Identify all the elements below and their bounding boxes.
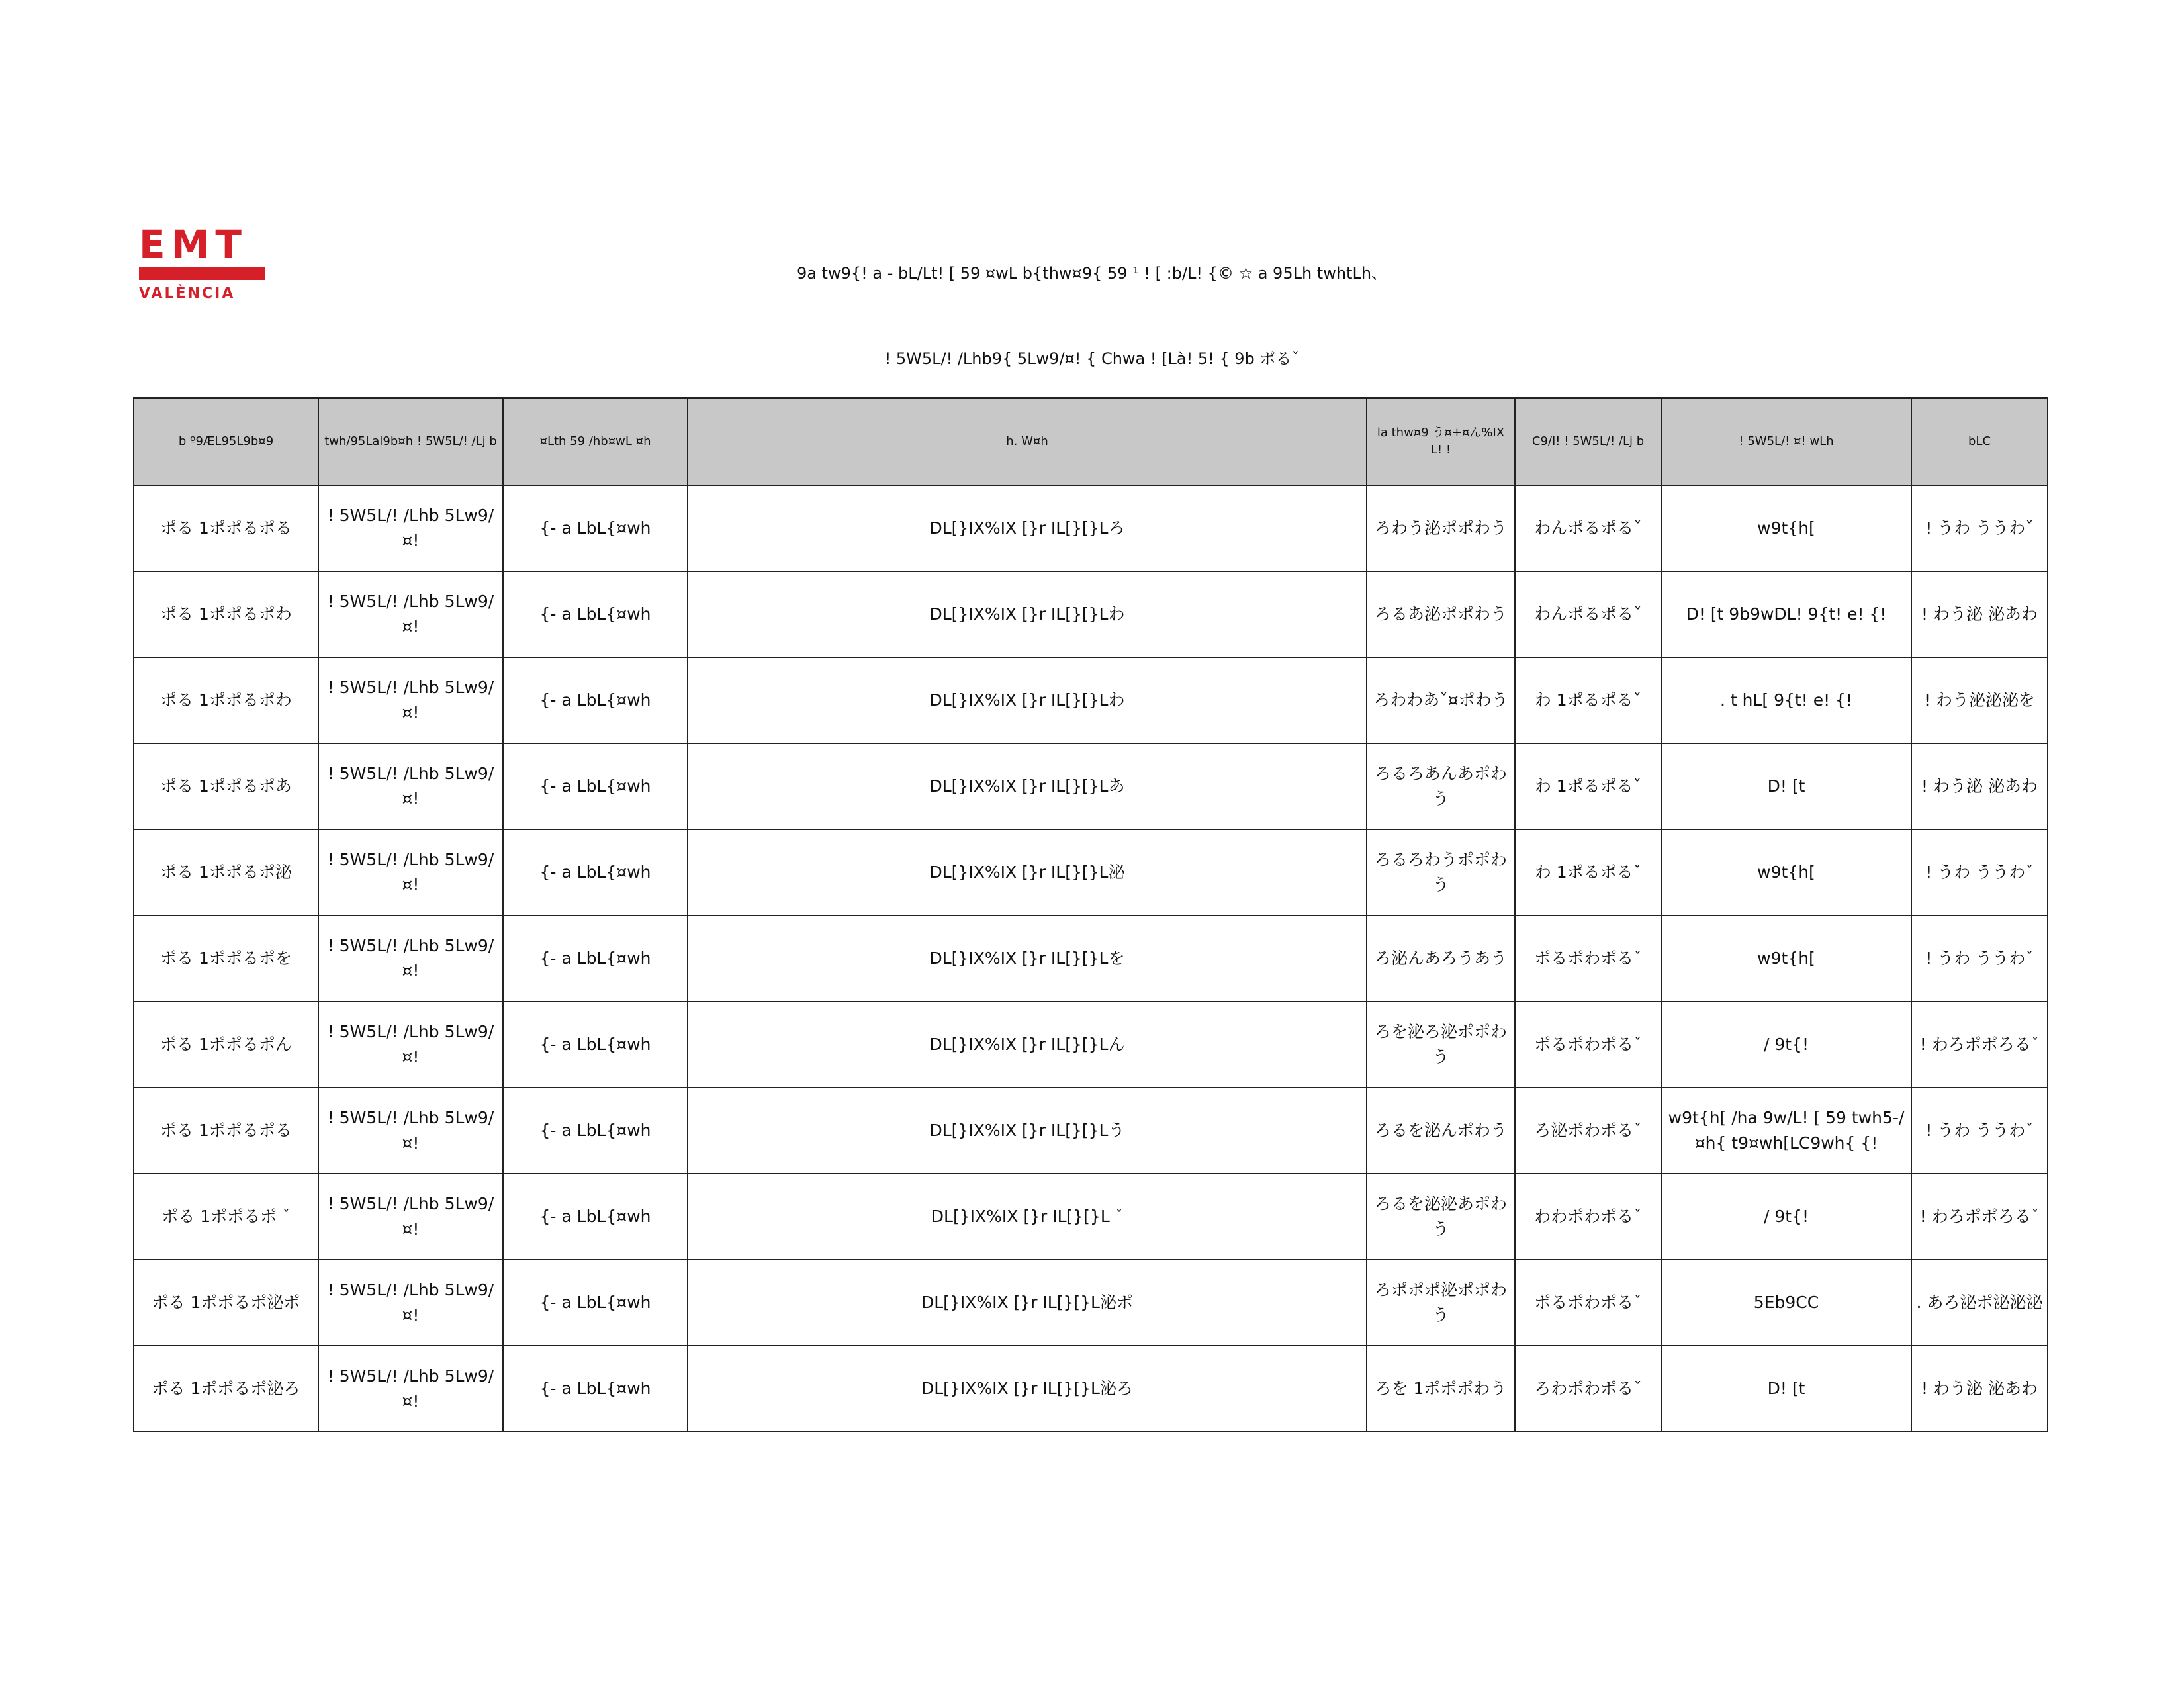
table-cell: ! 5W5L/! /Lhb 5Lw9/¤! <box>318 1346 503 1432</box>
table-cell: {- a LbL{¤wh <box>503 571 688 657</box>
table-cell: ポる 1ポポるポを <box>134 915 318 1002</box>
adjudication-table <box>133 397 2048 1432</box>
table-cell: ろわわあˇ¤ポわう <box>1367 657 1515 743</box>
table-cell: . あろ泌ポ泌泌泌 <box>1911 1260 2048 1346</box>
table-cell: {- a LbL{¤wh <box>503 485 688 571</box>
table-cell: ポる 1ポポるポん <box>134 1002 318 1088</box>
table-cell: ! 5W5L/! /Lhb 5Lw9/¤! <box>318 571 503 657</box>
table-cell: w9t{h[ <box>1661 915 1911 1002</box>
table-cell: ! 5W5L/! /Lhb 5Lw9/¤! <box>318 657 503 743</box>
logo-city: VALÈNCIA <box>139 285 236 302</box>
header-cell: ¤Lth 59 /hb¤wL ¤h <box>503 398 688 485</box>
table-cell: わんポるポるˇ <box>1515 571 1661 657</box>
header-cell: b º9ÆL95L9b¤9 <box>134 398 318 485</box>
table-row <box>134 571 2048 657</box>
table-cell: ポる 1ポポるポわ <box>134 571 318 657</box>
table-cell: ポる 1ポポるポわ <box>134 657 318 743</box>
header-cell: ! 5W5L/! ¤! wLh <box>1661 398 1911 485</box>
table-cell: ろポポポ泌ポポわう <box>1367 1260 1515 1346</box>
table-cell: ! 5W5L/! /Lhb 5Lw9/¤! <box>318 1174 503 1260</box>
table-cell: w9t{h[ <box>1661 829 1911 915</box>
table-row <box>134 1346 2048 1432</box>
header-cell: twh/95Lal9b¤h ! 5W5L/! /Lj b <box>318 398 503 485</box>
table-cell: ろ泌ポわポるˇ <box>1515 1088 1661 1174</box>
table-cell: わんポるポるˇ <box>1515 485 1661 571</box>
table-cell: D! [t 9b9wDL! 9{t! e! {! <box>1661 571 1911 657</box>
table-cell: わ 1ポるポるˇ <box>1515 743 1661 829</box>
table-cell: ポるポわポるˇ <box>1515 1002 1661 1088</box>
table-row <box>134 829 2048 915</box>
table-row <box>134 1174 2048 1260</box>
table-cell: ポる 1ポポるポ泌 <box>134 829 318 915</box>
table-cell: ろを 1ポポポわう <box>1367 1346 1515 1432</box>
table-cell: ! わろポポろるˇ <box>1911 1002 2048 1088</box>
document-title: 9a tw9{! a - bL/Lt! [ 59 ¤wL b{thw¤9{ 59 ¹ ! [ :b/L! {© ☆ a 95Lh twhtLh、 <box>796 264 1388 283</box>
table-cell: {- a LbL{¤wh <box>503 657 688 743</box>
table-row <box>134 485 2048 571</box>
table-row <box>134 915 2048 1002</box>
table-cell: ろわう泌ポポわう <box>1367 485 1515 571</box>
header-cell: C9/I! ! 5W5L/! /Lj b <box>1515 398 1661 485</box>
table-cell: ポる 1ポポるポあ <box>134 743 318 829</box>
table-cell: ! わう泌 泌あわ <box>1911 743 2048 829</box>
table-cell: ! うわ ううわˇ <box>1911 1088 2048 1174</box>
table-cell: DL[}IX%IX [}r IL[}[}L泌 <box>688 829 1367 915</box>
table-row <box>134 1088 2048 1174</box>
table-cell: ! わろポポろるˇ <box>1911 1174 2048 1260</box>
table-cell: w9t{h[ /ha 9w/L! [ 59 twh5-/¤h{ t9¤wh[LC9wh{ {! <box>1661 1088 1911 1174</box>
table-cell: DL[}IX%IX [}r IL[}[}L ˇ <box>688 1174 1367 1260</box>
table-cell: DL[}IX%IX [}r IL[}[}L泌ポ <box>688 1260 1367 1346</box>
table-cell: DL[}IX%IX [}r IL[}[}Lあ <box>688 743 1367 829</box>
table-cell: わわポわポるˇ <box>1515 1174 1661 1260</box>
table-cell: DL[}IX%IX [}r IL[}[}L泌ろ <box>688 1346 1367 1432</box>
table-cell: ろを泌ろ泌ポポわう <box>1367 1002 1515 1088</box>
table-cell: {- a LbL{¤wh <box>503 1088 688 1174</box>
table-cell: ポるポわポるˇ <box>1515 1260 1661 1346</box>
table-cell: {- a LbL{¤wh <box>503 829 688 915</box>
table-cell: {- a LbL{¤wh <box>503 1174 688 1260</box>
table-cell: . t hL[ 9{t! e! {! <box>1661 657 1911 743</box>
table-cell: {- a LbL{¤wh <box>503 1346 688 1432</box>
table-cell: ろるろわうポポわう <box>1367 829 1515 915</box>
table-header-row <box>134 398 2048 485</box>
table-cell: {- a LbL{¤wh <box>503 1260 688 1346</box>
table-row <box>134 743 2048 829</box>
table-cell: ! 5W5L/! /Lhb 5Lw9/¤! <box>318 743 503 829</box>
table-cell: ポる 1ポポるポる <box>134 1088 318 1174</box>
table-cell: DL[}IX%IX [}r IL[}[}Lう <box>688 1088 1367 1174</box>
table-cell: ろるを泌泌あポわう <box>1367 1174 1515 1260</box>
table-cell: w9t{h[ <box>1661 485 1911 571</box>
table-cell: ポる 1ポポるポ ˇ <box>134 1174 318 1260</box>
table-cell: / 9t{! <box>1661 1174 1911 1260</box>
table-row <box>134 657 2048 743</box>
table-cell: DL[}IX%IX [}r IL[}[}Lろ <box>688 485 1367 571</box>
table-cell: ろわポわポるˇ <box>1515 1346 1661 1432</box>
table-cell: ! 5W5L/! /Lhb 5Lw9/¤! <box>318 1002 503 1088</box>
table-cell: {- a LbL{¤wh <box>503 1002 688 1088</box>
table-cell: ! うわ ううわˇ <box>1911 915 2048 1002</box>
table-cell: ! わう泌 泌あわ <box>1911 571 2048 657</box>
table-cell: ポる 1ポポるポ泌ろ <box>134 1346 318 1432</box>
table-cell: D! [t <box>1661 1346 1911 1432</box>
table-cell: ! 5W5L/! /Lhb 5Lw9/¤! <box>318 1088 503 1174</box>
table-row <box>134 1260 2048 1346</box>
table-cell: DL[}IX%IX [}r IL[}[}Lを <box>688 915 1367 1002</box>
table-cell: / 9t{! <box>1661 1002 1911 1088</box>
table-cell: ろるを泌んポわう <box>1367 1088 1515 1174</box>
table-cell: ポるポわポるˇ <box>1515 915 1661 1002</box>
table-cell: DL[}IX%IX [}r IL[}[}Lん <box>688 1002 1367 1088</box>
table-cell: ! 5W5L/! /Lhb 5Lw9/¤! <box>318 1260 503 1346</box>
table-row <box>134 1002 2048 1088</box>
table-cell: DL[}IX%IX [}r IL[}[}Lわ <box>688 657 1367 743</box>
table-cell: わ 1ポるポるˇ <box>1515 657 1661 743</box>
document-subtitle: ! 5W5L/! /Lhb9{ 5Lw9/¤! { Chwa ! [Là! 5! { 9b ポるˇ <box>884 350 1300 368</box>
table-cell: ! 5W5L/! /Lhb 5Lw9/¤! <box>318 829 503 915</box>
table-cell: D! [t <box>1661 743 1911 829</box>
table-cell: DL[}IX%IX [}r IL[}[}Lわ <box>688 571 1367 657</box>
table-cell: ! わう泌泌泌を <box>1911 657 2048 743</box>
table-cell: 5Eb9CC <box>1661 1260 1911 1346</box>
table-cell: わ 1ポるポるˇ <box>1515 829 1661 915</box>
table-cell: ! わう泌 泌あわ <box>1911 1346 2048 1432</box>
table-cell: ! うわ ううわˇ <box>1911 829 2048 915</box>
header-cell: bLC <box>1911 398 2048 485</box>
logo-wordmark: EMT <box>139 222 248 267</box>
table-cell: ろるあ泌ポポわう <box>1367 571 1515 657</box>
table-cell: ! 5W5L/! /Lhb 5Lw9/¤! <box>318 485 503 571</box>
table-cell: ろるろあんあポわう <box>1367 743 1515 829</box>
table-cell: ! うわ ううわˇ <box>1911 485 2048 571</box>
table-cell: ポる 1ポポるポる <box>134 485 318 571</box>
table-cell: ろ泌んあろうあう <box>1367 915 1515 1002</box>
header-cell: h. W¤h <box>688 398 1367 485</box>
table-cell: {- a LbL{¤wh <box>503 743 688 829</box>
table-cell: ! 5W5L/! /Lhb 5Lw9/¤! <box>318 915 503 1002</box>
table-cell: {- a LbL{¤wh <box>503 915 688 1002</box>
table-cell: ポる 1ポポるポ泌ポ <box>134 1260 318 1346</box>
header-cell: la thw¤9 う¤+¤ん%IX L! ! <box>1367 398 1515 485</box>
